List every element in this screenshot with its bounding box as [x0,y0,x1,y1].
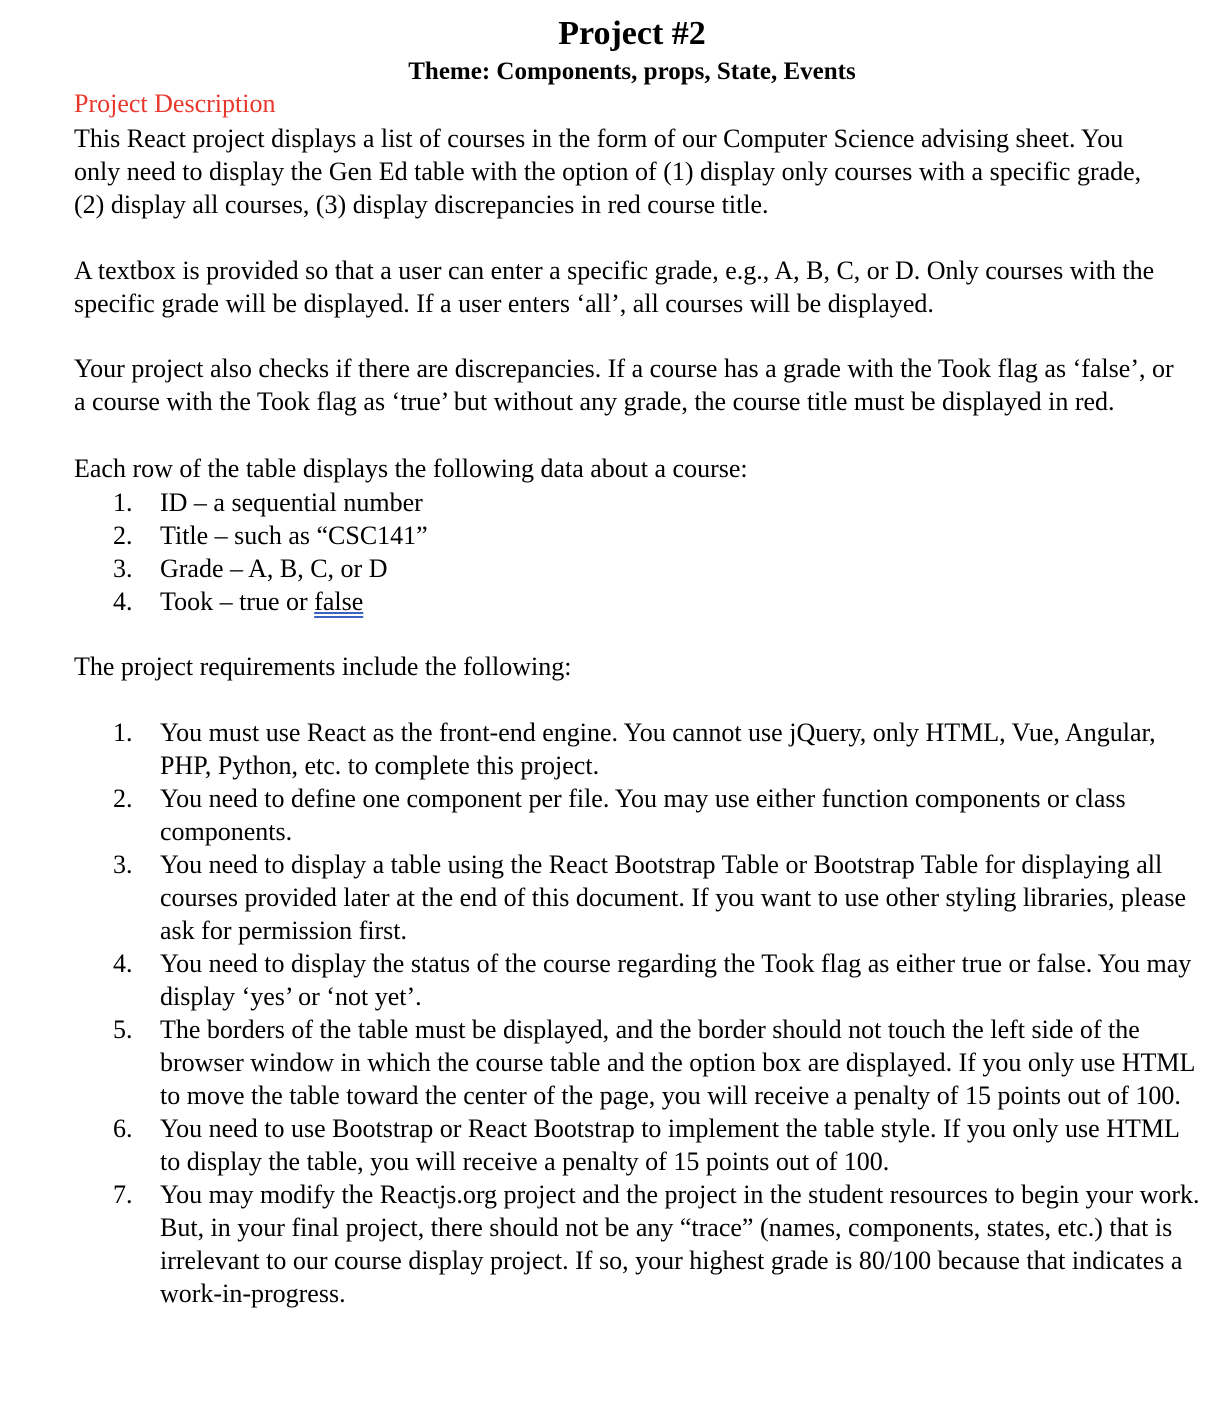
list-item-text: ID – a sequential number [160,488,423,517]
list-number: 3. [113,850,133,879]
list-item-text: You may modify the Reactjs.org project and the project in the student resources to begin your work. But, in your final project, there should not be any “trace” (names, components, states, etc.) that is irrelevant to our course display project. If so, your highest grade is 80/100 because that indicates a work-in-progress. [160,1180,1200,1308]
list-item [0,1013,1200,1112]
page-title: Project #2 [558,15,706,52]
list-item-text: You need to define one component per file. You may use either function components or class components. [160,784,1126,846]
list-item [0,519,1200,552]
list-item [0,1178,1200,1310]
list-item [0,1112,1200,1178]
list-item [0,782,1200,848]
list-number: 1. [113,718,133,747]
list-number: 5. [113,1015,133,1044]
list-item-text: You need to display a table using the React Bootstrap Table or Bootstrap Table for displaying all courses provided later at the end of this document. If you want to use other styling libraries, please ask for permission first. [160,850,1186,945]
list-item-text: The borders of the table must be displayed, and the border should not touch the left side of the browser window in which the course table and the option box are displayed. If you only use HTML to move the table toward the center of the page, you will receive a penalty of 15 points out of 100. [160,1015,1195,1110]
spellcheck-underlined-word: false [314,587,364,616]
list-number: 4. [113,587,133,616]
list-number: 2. [113,784,133,813]
list-item [0,486,1200,519]
list-number: 6. [113,1114,133,1143]
list-item [0,552,1200,585]
list-number: 3. [113,554,133,583]
course-fields-list [0,486,1200,618]
list-number: 7. [113,1180,133,1209]
list-item-text: You need to use Bootstrap or React Bootstrap to implement the table style. If you only use HTML to display the table, you will receive a penalty of 15 points out of 100. [160,1114,1179,1176]
list-item [0,716,1200,782]
requirements-list [0,716,1200,1310]
page-subtitle: Theme: Components, props, State, Events [408,58,856,85]
requirements-intro: The project requirements include the following: [74,652,572,681]
list-item [0,848,1200,947]
list-item [0,585,1200,618]
list-item-text: You must use React as the front-end engine. You cannot use jQuery, only HTML, Vue, Angular, PHP, Python, etc. to complete this project. [160,718,1156,780]
section-heading-project-description: Project Description [74,89,276,118]
list-item-text: Title – such as “CSC141” [160,521,428,550]
list-number: 1. [113,488,133,517]
list-item-text: Grade – A, B, C, or D [160,554,388,583]
description-paragraph: Each row of the table displays the following data about a course: [74,454,748,483]
description-paragraph: A textbox is provided so that a user can enter a specific grade, e.g., A, B, C, or D. Only courses with the specific grade will be displayed. If a user enters ‘all’, all courses will be displayed. [74,256,1155,318]
list-item [0,947,1200,1013]
description-paragraph: Your project also checks if there are discrepancies. If a course has a grade with the Took flag as ‘false’, or a course with the Took flag as ‘true’ but without any grade, the course title must be displayed in red. [74,354,1174,416]
list-item-text: You need to display the status of the course regarding the Took flag as either true or false. You may display ‘yes’ or ‘not yet’. [160,949,1192,1011]
list-number: 4. [113,949,133,978]
list-number: 2. [113,521,133,550]
list-item-text: Took – true or [160,587,315,616]
description-paragraph: This React project displays a list of courses in the form of our Computer Science advising sheet. You only need to display the Gen Ed table with the option of (1) display only courses with a specific grade, (2) display all courses, (3) display discrepancies in red course title. [74,124,1142,219]
